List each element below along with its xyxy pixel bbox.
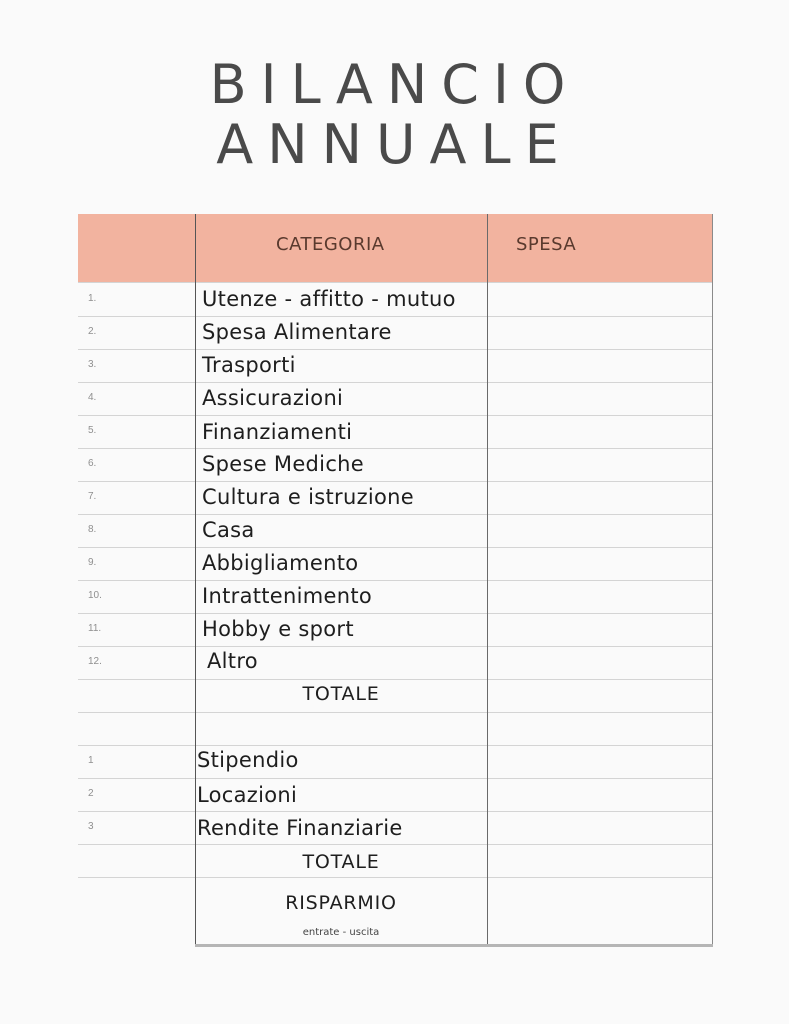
category-label: Cultura e istruzione (202, 485, 415, 509)
row-divider (78, 844, 712, 845)
category-label: Intrattenimento (202, 584, 373, 608)
page-title-line-2: ANNUALE (216, 113, 573, 176)
income-label: Locazioni (197, 783, 298, 807)
budget-table (78, 214, 714, 949)
column-divider (195, 214, 196, 945)
row-divider (78, 448, 712, 449)
row-divider (78, 514, 712, 515)
row-number: 12. (88, 656, 102, 667)
category-column-header: CATEGORIA (276, 234, 385, 255)
row-divider (78, 316, 712, 317)
category-label: Hobby e sport (202, 617, 354, 641)
row-number: 4. (88, 392, 97, 403)
row-number: 2. (88, 326, 97, 337)
row-divider (78, 811, 712, 812)
row-number: 6. (88, 458, 97, 469)
row-divider (78, 415, 712, 416)
savings-note: entrate - uscita (302, 927, 380, 938)
income-label: Rendite Finanziarie (197, 816, 403, 840)
category-label: Altro (207, 649, 258, 673)
row-number: 7. (88, 491, 97, 502)
expense-total-label: TOTALE (302, 683, 380, 705)
row-divider (78, 877, 712, 878)
category-label: Finanziamenti (202, 420, 353, 444)
column-divider (487, 214, 488, 945)
row-divider (78, 580, 712, 581)
row-divider (78, 547, 712, 548)
row-divider (78, 646, 712, 647)
income-total-label: TOTALE (302, 851, 380, 873)
row-divider (78, 481, 712, 482)
savings-label: RISPARMIO (285, 892, 397, 914)
row-number: 9. (88, 557, 97, 568)
income-label: Stipendio (197, 748, 299, 772)
row-divider (78, 778, 712, 779)
category-label: Spesa Alimentare (202, 320, 392, 344)
row-number: 1. (88, 293, 97, 304)
row-divider (78, 282, 712, 283)
row-number: 8. (88, 524, 97, 535)
row-divider (78, 712, 712, 713)
row-number: 2 (88, 788, 94, 799)
table-header (78, 214, 712, 282)
category-label: Abbigliamento (202, 551, 359, 575)
row-number: 5. (88, 425, 97, 436)
expense-column-header: SPESA (516, 234, 577, 255)
category-label: Trasporti (202, 353, 296, 377)
row-divider (78, 679, 712, 680)
row-number: 10. (88, 590, 102, 601)
category-label: Assicurazioni (202, 386, 344, 410)
row-number: 11. (88, 623, 102, 634)
row-divider (78, 745, 712, 746)
row-number: 3 (88, 821, 94, 832)
row-divider (78, 382, 712, 383)
row-divider (78, 613, 712, 614)
category-label: Casa (202, 518, 255, 542)
row-number: 1 (88, 755, 94, 766)
row-number: 3. (88, 359, 97, 370)
table-bottom-border (195, 944, 713, 947)
column-divider (712, 214, 713, 945)
category-label: Spese Mediche (202, 452, 364, 476)
category-label: Utenze - affitto - mutuo (202, 287, 456, 311)
page-title-line-1: BILANCIO (209, 53, 580, 116)
row-divider (78, 349, 712, 350)
